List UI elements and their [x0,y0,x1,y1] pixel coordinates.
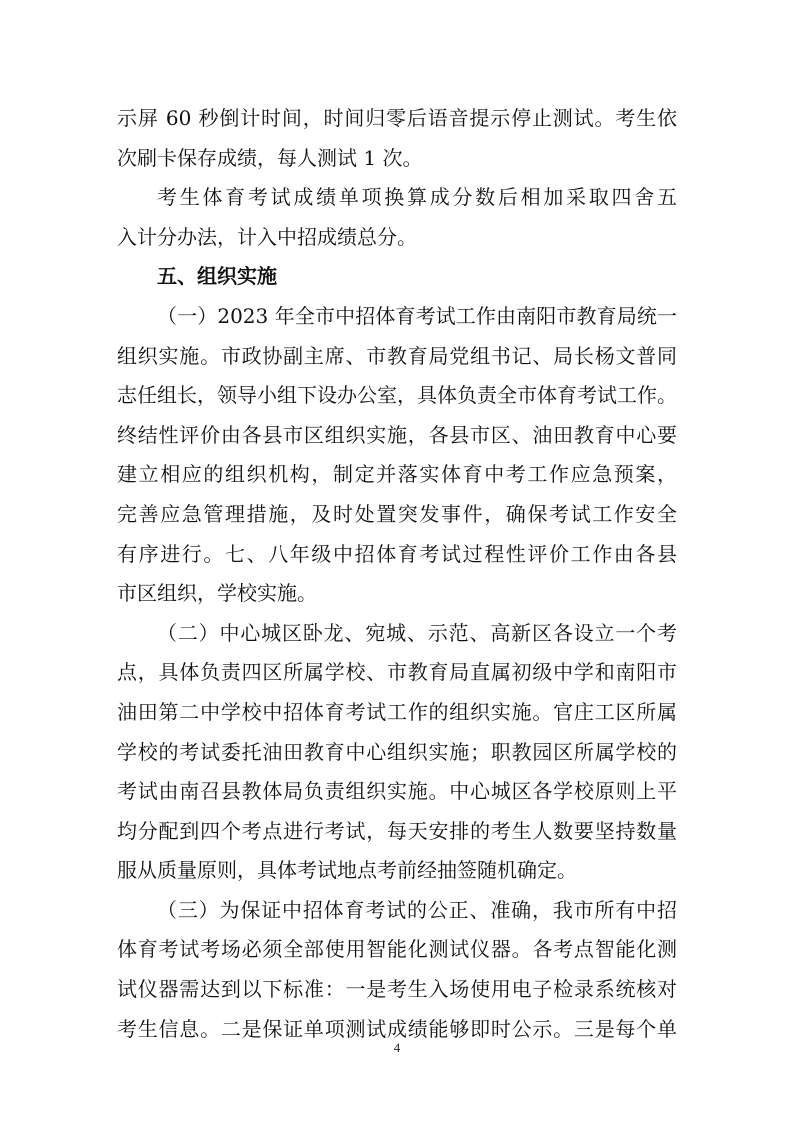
text-line: （一）2023 年全市中招体育考试工作由南阳市教育局统一 [157,303,677,328]
text-line: 入计分办法，计入中招成绩总分。 [117,224,417,249]
text-line: 学校的考试委托油田教育中心组织实施；职教园区所属学校的 [117,739,677,764]
paragraph [117,297,677,614]
text-line: 次刷卡保存成绩，每人测试 1 次。 [117,145,423,170]
text-line: 考试由南召县教体局负责组织实施。中心城区各学校原则上平 [117,779,677,804]
text-line: 市区组织，学校实施。 [117,581,317,606]
section-heading [117,257,677,297]
heading-text: 五、组织实施 [157,264,277,289]
text-line: 考生体育考试成绩单项换算成分数后相加采取四舍五 [157,185,677,210]
text-line: 组织实施。市政协副主席、市教育局党组书记、局长杨文普同 [117,343,677,368]
text-line: 志任组长，领导小组下设办公室，具体负责全市体育考试工作。 [117,383,677,408]
paragraph [117,891,677,1049]
text-line: 考生信息。二是保证单项测试成绩能够即时公示。三是每个单 [117,1016,677,1041]
text-line: （二）中心城区卧龙、宛城、示范、高新区各设立一个考 [157,620,677,645]
paragraph [117,99,677,178]
text-line: 体育考试考场必须全部使用智能化测试仪器。各考点智能化测 [117,937,677,962]
text-line: 有序进行。七、八年级中招体育考试过程性评价工作由各县 [117,541,677,566]
text-line: 油田第二中学校中招体育考试工作的组织实施。官庄工区所属 [117,699,677,724]
text-line: 终结性评价由各县市区组织实施，各县市区、油田教育中心要 [117,422,677,447]
text-line: 完善应急管理措施，及时处置突发事件，确保考试工作安全 [117,501,677,526]
text-line: 示屏 60 秒倒计时间，时间归零后语音提示停止测试。考生依 [117,106,677,130]
text-line: （三）为保证中招体育考试的公正、准确，我市所有中招 [157,897,677,922]
text-line: 试仪器需达到以下标准：一是考生入场使用电子检录系统核对 [117,977,677,1002]
paragraph [117,178,677,257]
text-line: 均分配到四个考点进行考试，每天安排的考生人数要坚持数量 [117,818,677,843]
text-line: 服从质量原则，具体考试地点考前经抽签随机确定。 [117,858,577,883]
text-line: 建立相应的组织机构，制定并落实体育中考工作应急预案， [117,462,677,487]
text-line: 点，具体负责四区所属学校、市教育局直属初级中学和南阳市 [117,660,677,685]
paragraph [117,614,677,891]
document-body [117,99,677,1049]
page-number: 4 [393,1040,401,1055]
